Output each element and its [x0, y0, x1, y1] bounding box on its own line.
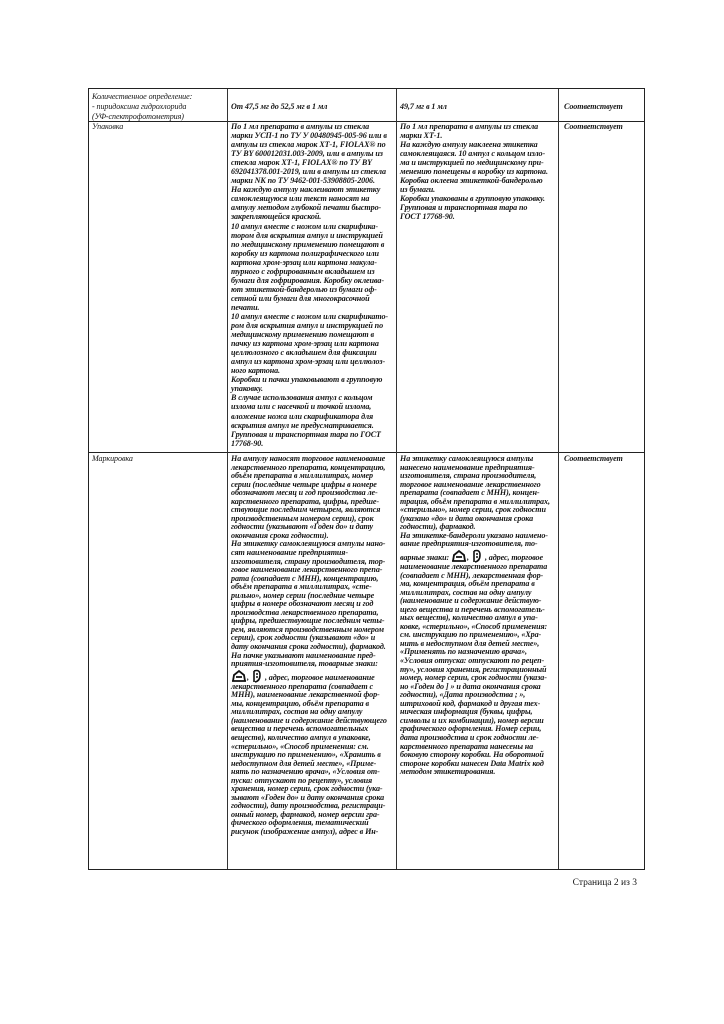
norm-marking: На ампулу наносят торговое наименование лекарственного препарата, концентрацию, объём препарата в миллилитрах, номер серии (последние четыре цифры в номере обозначают месяц и год производства ле- карственного препарата, цифры, предше- ствующие последним четырем, являются производственным номером серии), срок годности (указывают «Годен до» и дату окончания срока годности). На этикетку самоклеящуюся ампулы нано- сят наименование предприятия- изготовителя, страну производителя, тор- говое наименование лекарственного препа- рата (совпадает с МНН), концентрацию, объём препарата в миллилитрах, «сте- рильно», номер серии (последние четыре цифры в номере обозначают месяц и год производства лекарственного препарата, цифры, предшествующие последним четы- рем, являются производственным номером серии), срок годности (указывают «до» и дату окончания срока годности), фармакод. На пачке указывают наименование пред- приятия-изготовителя, товарные знаки: , , адрес, торговое наименование лекарственного препарата (совпадает с МНН), наименование лекарственной фор- мы, концентрацию, объём препарата в миллилитрах, состав на одну ампулу (наименование и содержание действующего вещества и перечень вспомогательных веществ), количество ампул в упаковке, «стерильно», «Способ применения: см. инструкцию по применению», «Хранить в недоступном для детей месте», «Приме- нять по назначению врача», «Условия от- пуска: отпускают по рецепту», условия хранения, номер серии, срок годности (ука- зывают «Годен до» и дату окончания срока годности), дату производства, регистраци- онный номер, фармакод, номер версии гра- фического оформления, тематический рисунок (изображение ампул), адрес в Ин- — [231, 454, 387, 836]
conclusion-assay: Соответствует — [564, 102, 623, 111]
conclusion-packaging: Соответствует — [564, 122, 623, 131]
norm-assay: От 47,5 мг до 52,5 мг в 1 мл — [231, 102, 328, 111]
manufacturer-logo-icon — [451, 549, 467, 563]
figure-logo-icon — [249, 669, 265, 683]
column-divider — [396, 89, 397, 869]
result-packaging: По 1 мл препарата в ампулы из стекла марки ХТ-1. На каждую ампулу наклеена этикетка самоклеящаяся. 10 ампул с кольцом изло- ма и инструкцией по медицинскому при- менению помещены в коробку из картона. Коробка оклеена этикеткой-бандеролью из бумаги. Коробки упакованы в групповую упаковку. Групповая и транспортная тара по ГОСТ 17768-90. — [400, 122, 548, 222]
column-divider — [227, 89, 228, 869]
row-divider — [89, 452, 644, 453]
result-marking: На этикетку самоклеящуюся ампулы нанесено наименование предприятия- изготовителя, страна производителя, торговое наименование лекарственного препарата (совпадает с МНН), концен- трация, объём препарата в миллилитрах, «стерильно», номер серии, срок годности (указано «до» и дата окончания срока годности), фармакод. На этикетке-бандероли указано наимено- вание предприятия-изготовителя, то- варные знаки: , , адрес, торговое наименование лекарственного препарата (совпадает с МНН), лекарственная фор- ма, концентрация, объём препарата в миллилитрах, состав на одну ампулу (наименование и содержание действую- щего вещества и перечень вспомогатель- ных веществ), количество ампул в упа- ковке, «стерильно», «Способ применения: см. инструкцию по применению», «Хра- нить в недоступном для детей месте», «Применять по назначению врача», «Условия отпуска: отпускают по рецеп- ту», условия хранения, регистрационный номер, номер серии, срок годности (указа- но «Годен до ] » и дата окончания срока годности), «Дата производства ; », штриховой код, фармакод и другая тех- ническая информация (буквы, цифры, символы и их комбинации), номер версии графического оформления. Номер серии, дата производства и срок годности ле- карственного препарата нанесены на боковую сторону коробки. На оборотной стороне коробки нанесен Data Matrix код методом этикетирования. — [400, 454, 550, 777]
result-marking-text-2: , адрес, торговое наименование лекарственного препарата (совпадает с МНН), лекарственная фор- ма, концентрация, объём препарата в миллилитрах, состав на одну ампулу (наименование и содержание действую- щего вещества и перечень вспомогатель- ных веществ), количество ампул в упа- ковке, «стерильно», «Способ применения: см. инструкцию по применению», «Хра- нить в недоступном для детей месте», «Применять по назначению врача», «Условия отпуска: отпускают по рецеп- ту», условия хранения, регистрационный номер, номер серии, срок годности (указа- но «Годен до ] » и дата окончания срока годности), «Дата производства ; », штриховой код, фармакод и другая тех- ническая информация (буквы, цифры, символы и их комбинации), номер версии графического оформления. Номер серии, дата производства и срок годности ле- карственного препарата нанесены на боковую сторону коробки. На оборотной стороне коробки нанесен Data Matrix код методом этикетирования. — [400, 553, 548, 777]
norm-packaging: По 1 мл препарата в ампулы из стекла марки УСП-1 по ТУ У 00480945-005-96 или в ампулы из стекла марок ХТ-1, FIOLAX® по ТУ BY 600012031.003-2009, или в ампулы из стекла марок ХТ-1, FIOLAX® по ТУ BY 692041378.001-2019, или в ампулы из стекла марки NK по ТУ 9462-001-53908805-2006. На каждую ампулу наклеивают этикетку самоклеящуюся или текст наносят на ампулу методом глубокой печати быстро- закрепляющейся краской. 10 ампул вместе с ножом или скарифика- тором для вскрытия ампул и инструкцией по медицинскому применению помещают в коробку из картона полиграфического или картона хром-эрзац или картона макула- турного с гофрированным вкладышем из бумаги для гофрирования. Коробку оклеива- ют этикеткой-бандеролью из бумаги оф- сетной или бумаги для многокрасочной печати. 10 ампул вместе с ножом или скарификато- ром для вскрытия ампул и инструкцией по медицинскому применению помещают в пачку из картона хром-эрзац или картона целлюлозного с вкладышем для фиксации ампул из картона хром-эрзац или целлюлоз- ного картона. Коробки и пачки упаковывают в групповую упаковку. В случае использования ампул с кольцом излома или с насечкой и точкой излома, вложение ножа или скарификатора для вскрытия ампул не предусматривается. Групповая и транспортная тара по ГОСТ 17768-90. — [231, 122, 389, 448]
norm-marking-text-2: , адрес, торговое наименование лекарственного препарата (совпадает с МНН), наименование лекарственной фор- мы, концентрацию, объём препарата в миллилитрах, состав на одну ампулу (наименование и содержание действующего вещества и перечень вспомогательных веществ), количество ампул в упаковке, «стерильно», «Способ применения: см. инструкцию по применению», «Хранить в недоступном для детей месте», «Приме- нять по назначению врача», «Условия от- пуска: отпускают по рецепту», условия хранения, номер серии, срок годности (ука- зывают «Годен до» и дату окончания срока годности), дату производства, регистраци- онный номер, фармакод, номер версии гра- фического оформления, тематический рисунок (изображение ампул), адрес в Ин- — [231, 672, 387, 836]
indicator-packaging: Упаковка — [92, 122, 124, 131]
results-table — [88, 88, 645, 870]
result-marking-text-1: На этикетку самоклеящуюся ампулы нанесено наименование предприятия- изготовителя, страна производителя, торговое наименование лекарственного препарата (совпадает с МНН), концен- трация, объём препарата в миллилитрах, «стерильно», номер серии, срок годности (указано «до» и дата окончания срока годности), фармакод. На этикетке-бандероли указано наимено- вание предприятия-изготовителя, то- варные знаки: — [400, 454, 550, 563]
page-number: Страница 2 из 3 — [572, 878, 637, 888]
indicator-assay: Количественное определение: - пиридоксина гидрохлорида (УФ-спектрофотометрия) — [92, 92, 193, 121]
result-assay: 49,7 мг в 1 мл — [400, 102, 447, 111]
manufacturer-logo-icon — [231, 669, 247, 683]
figure-logo-icon — [469, 549, 485, 563]
norm-marking-text-1: На ампулу наносят торговое наименование лекарственного препарата, концентрацию, объём препарата в миллилитрах, номер серии (последние четыре цифры в номере обозначают месяц и год производства ле- карственного препарата, цифры, предше- ствующие последним четырем, являются производственным номером серии), срок годности (указывают «Годен до» и дату окончания срока годности). На этикетку самоклеящуюся ампулы нано- сят наименование предприятия- изготовителя, страну производителя, тор- говое наименование лекарственного препа- рата (совпадает с МНН), концентрацию, объём препарата в миллилитрах, «сте- рильно», номер серии (последние четыре цифры в номере обозначают месяц и год производства лекарственного препарата, цифры, предшествующие последним четы- рем, являются производственным номером серии), срок годности (указывают «до» и дату окончания срока годности), фармакод. На пачке указывают наименование пред- приятия-изготовителя, товарные знаки: — [231, 454, 386, 669]
conclusion-marking: Соответствует — [564, 454, 623, 463]
indicator-marking: Маркировка — [92, 454, 133, 463]
